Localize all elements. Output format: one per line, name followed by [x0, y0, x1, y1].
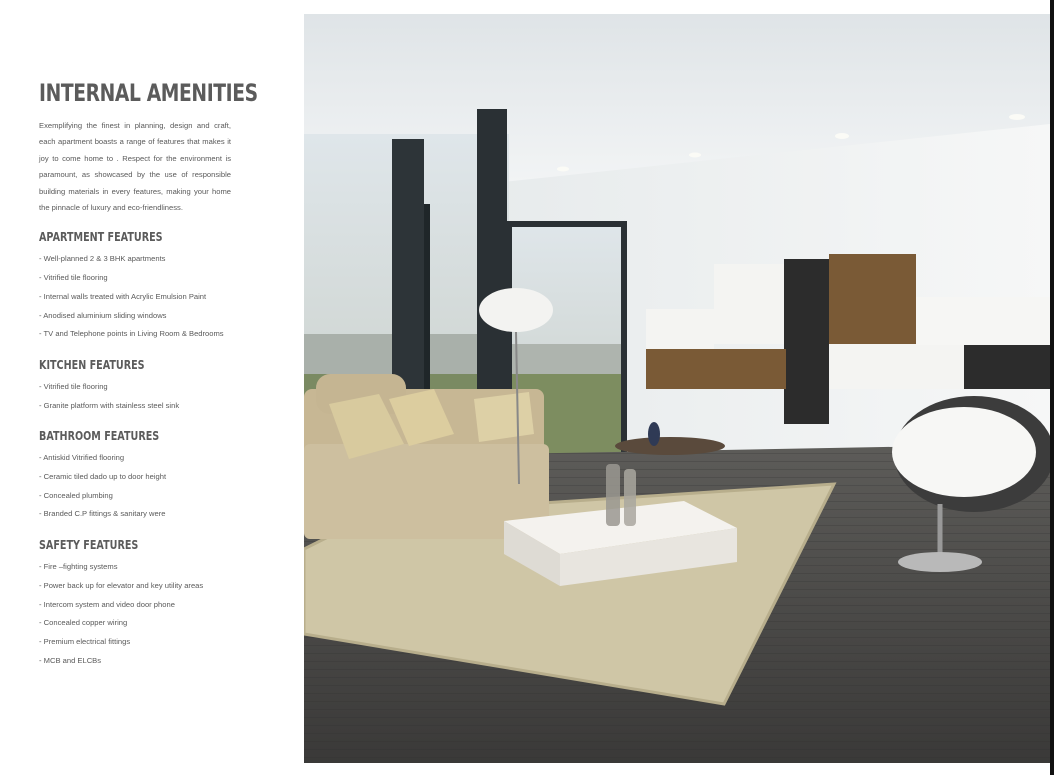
feature-list — [39, 250, 244, 344]
list-item: - Vitrified tile flooring — [39, 273, 108, 283]
section-title: SAFETY FEATURES — [39, 538, 139, 553]
vase — [648, 422, 660, 446]
cushion — [474, 392, 534, 442]
list-item: - Antiskid Vitrified flooring — [39, 453, 125, 463]
feature-list — [39, 449, 244, 524]
section-title: BATHROOM FEATURES — [39, 429, 160, 444]
list-item: - Granite platform with stainless steel sink — [39, 400, 180, 410]
shelf-wood — [646, 349, 786, 389]
list-item: - Branded C.P fittings & sanitary were — [39, 509, 166, 519]
lamp-shade — [479, 288, 553, 332]
intro-paragraph: Exemplifying the finest in planning, design and craft, each apartment boasts a range of features that makes it joy to come home to . Respect for the environment is paramount, as showcased by the use of responsible building materials in every features, making your home the pinnacle of luxury and eco-friendliness. — [39, 121, 231, 213]
chair-base — [898, 552, 982, 572]
list-item: - Power back up for elevator and key utility areas — [39, 580, 204, 590]
list-item: - Premium electrical fittings — [39, 636, 131, 646]
ceiling-light — [835, 133, 849, 139]
shelf-wood — [829, 254, 916, 349]
list-item: - Fire –fighting systems — [39, 562, 118, 572]
list-item: - Concealed copper wiring — [39, 618, 128, 628]
ceiling-light — [689, 153, 701, 158]
list-item: - Vitrified tile flooring — [39, 381, 108, 391]
ceiling-light — [557, 167, 569, 172]
section-title: APARTMENT FEATURES — [39, 230, 163, 245]
list-item: - Anodised aluminium sliding windows — [39, 310, 167, 320]
list-item: - Concealed plumbing — [39, 490, 113, 500]
side-table — [615, 437, 725, 455]
list-item: - TV and Telephone points in Living Room & Bedrooms — [39, 329, 224, 339]
feature-list — [39, 558, 244, 670]
shelf-white — [829, 344, 964, 389]
list-item: - Ceramic tiled dado up to door height — [39, 472, 167, 482]
bottle — [606, 464, 620, 526]
shelf-white — [646, 309, 714, 349]
bottle — [624, 469, 636, 526]
section-apartment-features — [39, 228, 244, 344]
shelf-dark — [964, 344, 1050, 389]
living-room-photo — [304, 14, 1050, 763]
list-item: - Internal walls treated with Acrylic Emulsion Paint — [39, 291, 207, 301]
section-title: KITCHEN FEATURES — [39, 357, 145, 372]
shelf-white — [916, 297, 1050, 345]
ceiling-light — [1009, 114, 1025, 120]
feature-list — [39, 378, 244, 415]
page-title: INTERNAL AMENITIES — [39, 79, 258, 107]
page-edge — [1050, 0, 1054, 775]
list-item: - MCB and ELCBs — [39, 655, 102, 665]
shelf-dark — [784, 259, 829, 424]
section-safety-features — [39, 536, 244, 670]
section-kitchen-features — [39, 356, 244, 415]
list-item: - Intercom system and video door phone — [39, 599, 175, 609]
list-item: - Well-planned 2 & 3 BHK apartments — [39, 254, 166, 264]
chair-seat — [892, 407, 1036, 497]
amenities-text-column — [39, 78, 258, 670]
section-bathroom-features — [39, 427, 244, 524]
